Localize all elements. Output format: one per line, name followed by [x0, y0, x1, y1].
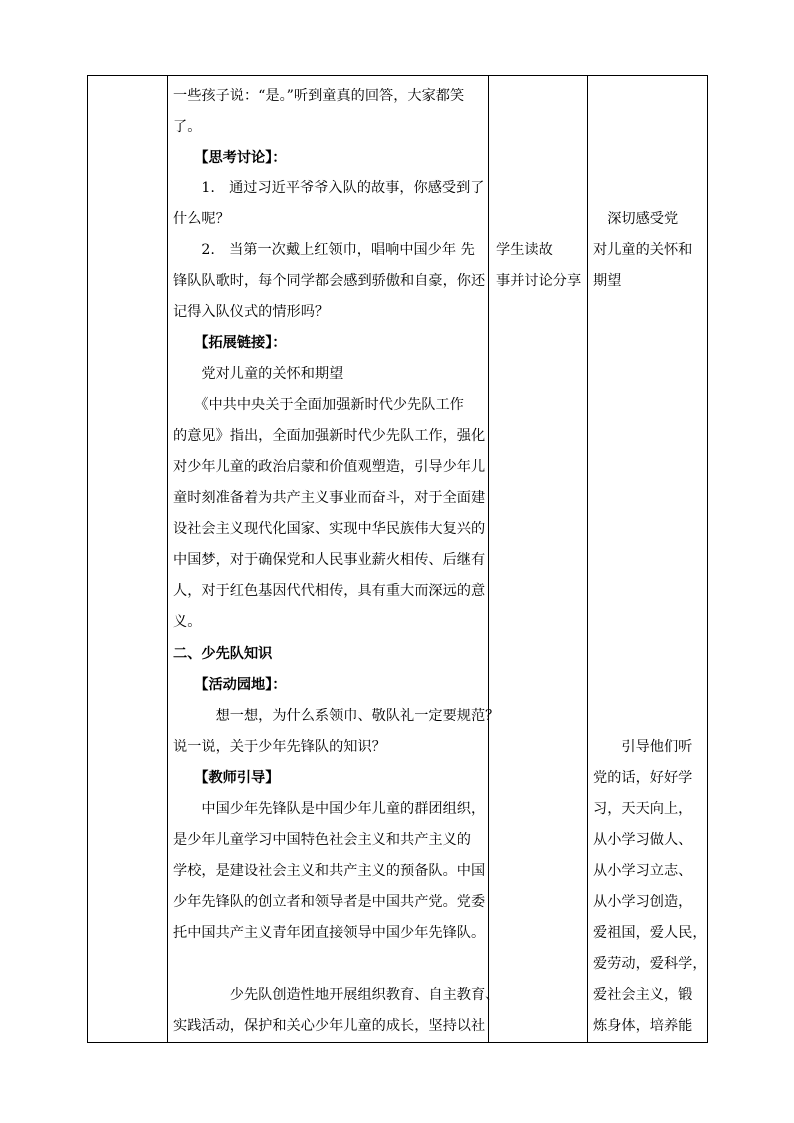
column-2-cell — [168, 76, 500, 1043]
text-line: 党对儿童的关怀和期望 — [173, 366, 344, 382]
text-line: 记得入队仪式的情形吗？ — [173, 304, 330, 320]
text-line: 托中国共产主义青年团直接领导中国少年先锋队。 — [173, 925, 486, 941]
text-line: 中国少年先锋队是中国少年儿童的群团组织， — [173, 801, 486, 817]
text-line: 对儿童的关怀和 — [593, 242, 693, 258]
text-line: 从小学习做人、 — [593, 832, 693, 848]
text-line: 爱劳动，爱科学， — [593, 956, 707, 972]
text-line: 党的话，好好学 — [593, 770, 693, 786]
column-3-cell — [489, 76, 588, 1043]
text-line: 是少年儿童学习中国特色社会主义和共产主义的 — [173, 832, 471, 848]
text-line: 说一说，关于少年先锋队的知识？ — [173, 739, 386, 755]
text-line: 炼身体，培养能 — [593, 1018, 693, 1034]
text-line: 爱社会主义，锻 — [593, 987, 693, 1003]
column-1-cell — [88, 76, 168, 1043]
text-line: 【活动园地】： — [173, 677, 287, 693]
text-line: 《中共中央关于全面加强新时代少先队工作 — [173, 397, 464, 413]
text-line: 中国梦，对于确保党和人民事业薪火相传、后继有 — [173, 552, 486, 568]
text-line: 事并讨论分享 — [496, 273, 582, 289]
text-line: 【思考讨论】： — [173, 150, 287, 166]
text-line: 了。 — [173, 119, 202, 135]
text-line: 的意见》指出，全面加强新时代少先队工作，强化 — [173, 428, 486, 444]
text-line: 学生读故 — [496, 242, 553, 258]
text-line: 爱祖国，爱人民， — [593, 925, 707, 941]
text-line: 对少年儿童的政治启蒙和价值观塑造，引导少年儿 — [173, 459, 486, 475]
text-line: 二、少先队知识 — [173, 646, 273, 662]
text-line: 锋队队歌时，每个同学都会感到骄傲和自豪，你还 — [173, 273, 486, 289]
text-line: 想一想，为什么系领巾、敬队礼一定要规范？ — [173, 708, 500, 724]
text-line: 习，天天向上， — [593, 801, 693, 817]
text-line: 2. 当第一次戴上红领巾，唱响中国少年 先 — [173, 242, 475, 258]
text-line: 设社会主义现代化国家、实现中华民族伟大复兴的 — [173, 521, 486, 537]
text-line: 【教师引导】 — [173, 770, 280, 786]
table-row — [88, 76, 708, 1043]
text-line: 少先队创造性地开展组织教育、自主教育、 — [173, 987, 500, 1003]
text-line: 从小学习创造， — [593, 894, 693, 910]
text-line: 义。 — [173, 614, 202, 630]
text-line: 1. 通过习近平爷爷入队的故事，你感受到了 — [173, 180, 485, 196]
lesson-plan-table — [87, 75, 708, 1043]
text-line: 童时刻准备着为共产主义事业而奋斗，对于全面建 — [173, 490, 486, 506]
text-line: 期望 — [593, 273, 622, 289]
text-line: 人，对于红色基因代代相传，具有重大而深远的意 — [173, 583, 486, 599]
text-line: 【拓展链接】： — [173, 335, 287, 351]
text-line: 学校，是建设社会主义和共产主义的预备队。中国 — [173, 863, 486, 879]
text-line: 一些孩子说：“是。”听到童真的回答，大家都笑 — [173, 88, 465, 104]
text-line: 实践活动，保护和关心少年儿童的成长，坚持以社 — [173, 1018, 486, 1034]
text-line: 引导他们听 — [593, 739, 693, 755]
column-4-cell — [588, 76, 708, 1043]
text-line: 少年先锋队的创立者和领导者是中国共产党。党委 — [173, 894, 486, 910]
text-line: 深切感受党 — [593, 211, 679, 227]
text-line: 什么呢？ — [173, 211, 230, 227]
text-line: 从小学习立志、 — [593, 863, 693, 879]
